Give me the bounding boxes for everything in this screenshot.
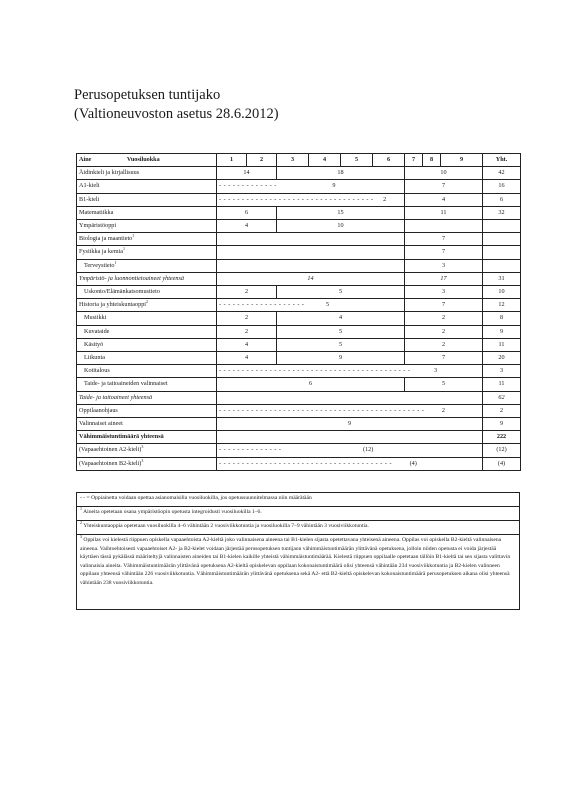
cell-yht: (4) <box>483 457 521 470</box>
cell-grades-3-6: 15 <box>277 206 405 219</box>
cell-grades-7-9: 3 <box>405 259 483 272</box>
cell-grades-1-6 <box>217 259 405 272</box>
tuntijako-table <box>76 153 521 471</box>
row-label: Oppilaanohjaus <box>77 404 217 417</box>
row-label: Valinnaiset aineet <box>77 418 217 431</box>
cell-yht: 8 <box>483 312 521 325</box>
row-label: Matematiikka <box>77 206 217 219</box>
footnote-2: $^2$ Yhteiskuntaoppia opetetaan vuosiluokilla 4–6 vähintään 2 vuosiviikkotuntia ja vuosiluokilla 7–9 vähintään 3 vuosiviikkotuntia. <box>77 521 520 535</box>
title-line-2: (Valtioneuvoston asetus 28.6.2012) <box>74 106 279 122</box>
cell-grades-1-9: - - - - - - - - - - - - - - - - - - - - - - - - - - - - - - - - - - - - - - - - - - 3 <box>217 365 483 378</box>
cell-grades-1-2: 4 <box>217 338 277 351</box>
header-grade-9: 9 <box>441 154 483 167</box>
document-title <box>74 86 279 124</box>
cell-grades-7-9: 2 <box>405 325 483 338</box>
row-label: Vähimmäistuntimäärä yhteensä <box>77 431 217 444</box>
table-row <box>77 220 521 233</box>
cell-grades-7-9: 2 <box>405 312 483 325</box>
table-row <box>77 404 521 417</box>
cell-grades-1-9: - - - - - - - - - - - - - - - - - - - - - - - - - - - - - - - - - - - - - - (4) <box>217 457 483 470</box>
cell-grades-1-6: 14 <box>217 272 405 285</box>
table-row <box>77 286 521 299</box>
cell-yht: 9 <box>483 418 521 431</box>
cell-grades-3-6: 4 <box>277 312 405 325</box>
cell-yht: 31 <box>483 272 521 285</box>
header-grade-8: 8 <box>423 154 441 167</box>
cell-grades-7-9: 17 <box>405 272 483 285</box>
row-label: Historia ja yhteiskuntaoppi$^2$ <box>77 299 217 312</box>
row-label: Liikunta <box>77 352 217 365</box>
cell-grades-7-9: 7 <box>405 233 483 246</box>
footnote-1: $^1$ Aineita opetetaan osana ympäristöopin opetusta integroidusti vuosiluokilla 1–6. <box>77 507 520 521</box>
table-row <box>77 338 521 351</box>
row-label: Taide- ja taitoaineet yhteensä <box>77 391 217 404</box>
row-label: Kuvataide <box>77 325 217 338</box>
cell-grades-1-6 <box>217 233 405 246</box>
cell-grades-7-9: 11 <box>405 206 483 219</box>
table-row <box>77 180 521 193</box>
cell-grades-1-9 <box>217 391 483 404</box>
footnote-row <box>77 521 520 535</box>
cell-yht: 222 <box>483 431 521 444</box>
row-label: Taide- ja taitoaineiden valinnaiset <box>77 378 217 391</box>
cell-grades-3-6: 5 <box>277 286 405 299</box>
header-aine: Aine Vuosiluokka <box>77 154 217 167</box>
row-label: A1-kieli <box>77 180 217 193</box>
table-row <box>77 378 521 391</box>
table-row <box>77 418 521 431</box>
cell-yht: 3 <box>483 365 521 378</box>
table-row <box>77 299 521 312</box>
table-row <box>77 391 521 404</box>
header-yht: Yht. <box>483 154 521 167</box>
cell-grades-7-9: 7 <box>405 180 483 193</box>
row-label: Biologia ja maantieto$^1$ <box>77 233 217 246</box>
table-row <box>77 325 521 338</box>
row-label: Ympäristöoppi <box>77 220 217 233</box>
table-row <box>77 365 521 378</box>
cell-yht: 20 <box>483 352 521 365</box>
cell-grades-7-9: 3 <box>405 286 483 299</box>
table-row <box>77 246 521 259</box>
header-grade-4: 4 <box>309 154 341 167</box>
cell-grades-1-2: 2 <box>217 312 277 325</box>
table-row <box>77 193 521 206</box>
cell-grades-1-2: 2 <box>217 286 277 299</box>
row-label: B1-kieli <box>77 193 217 206</box>
cell-yht: 32 <box>483 206 521 219</box>
cell-yht: 2 <box>483 404 521 417</box>
footnote-3: $^3$ Oppilas voi kielestä riippuen opiskella vapaaehtoista A2-kieltä joko valinnaisena aineena tai B1-kielen sijasta opetettavana yhteisenä aineena. Oppilas voi opiskella B2-kieltä valinnaisena aineena. Vaihtoehtoisesti vapaaehtoiset A2- ja B2-kielet voidaan järjestää perusopetuksen tuntijaon vähimmäistuntimäärän ylittävänä opetuksena, jolloin niiden opetusta ei voida järjestää käyttäen tässä pykälässä määriteltyjä valinnaisten aineiden tai B1-kielen kaikille yhteistä vähimmäistuntimäärää. Kielestä riippuen oppilaalle opetetaan tällöin B1-kieltä tai sen sijasta valittavin valinnaisia aineita. Vähimmäistuntimäärän ylittävänä opetuksena A2-kieltä opiskelevan oppilaan kokonaistuntimäärä olisi yhteensä vähintään 234 vuosiviikkotuntia ja B2-kielen valinneen oppilaan yhteensä vähintään 226 vuosiviikkotuntia. Vähimmäistuntimäärän ylittävänä opetuksena sekä A2- että B2-kieltä opiskelevan kokonaistuntimäärä perusopetuksen aikana olisi yhteensä vähintään 238 vuosiviikkotuntia. <box>77 535 520 610</box>
table-row <box>77 167 521 180</box>
cell-yht: (12) <box>483 444 521 457</box>
header-grade-2: 2 <box>247 154 277 167</box>
cell-grades-7-9 <box>405 220 483 233</box>
cell-grades-3-6: 10 <box>277 220 405 233</box>
table-row <box>77 431 521 444</box>
cell-grades-1-2: 6 <box>217 206 277 219</box>
cell-yht: 10 <box>483 286 521 299</box>
table-row <box>77 259 521 272</box>
cell-grades-3-6: 5 <box>277 338 405 351</box>
table-row <box>77 272 521 285</box>
cell-yht: 12 <box>483 299 521 312</box>
cell-grades-1-6: 6 <box>217 378 405 391</box>
row-label: Kotitalous <box>77 365 217 378</box>
cell-grades-1-2: 4 <box>217 220 277 233</box>
row-label: Ympäristö- ja luonnontietoaineet yhteensä <box>77 272 217 285</box>
table-row <box>77 444 521 457</box>
cell-grades-1-2: 2 <box>217 325 277 338</box>
row-label: Fysiikka ja kemia$^1$ <box>77 246 217 259</box>
cell-yht: 62 <box>483 391 521 404</box>
cell-yht <box>483 259 521 272</box>
header-grade-7: 7 <box>405 154 423 167</box>
cell-grades-1-6: - - - - - - - - - - - - - 9 <box>217 180 405 193</box>
footnote-dash-legend: - - = Oppiainetta voidaan opettaa asianomaisilla vuosiluokilla, jos opetussuunnitelmassa niin määrätään <box>77 493 520 507</box>
table-row <box>77 233 521 246</box>
header-row <box>77 154 521 167</box>
table-row <box>77 457 521 470</box>
cell-grades-7-9: 5 <box>405 378 483 391</box>
cell-yht: 11 <box>483 378 521 391</box>
cell-grades-1-6: - - - - - - - - - - - - - - - - - - - 5 <box>217 299 405 312</box>
row-label: Käsityö <box>77 338 217 351</box>
cell-yht: 9 <box>483 325 521 338</box>
header-grade-5: 5 <box>341 154 373 167</box>
row-label: (Vapaaehtoinen A2-kieli)$^3$ <box>77 444 217 457</box>
cell-grades-7-9: 10 <box>405 167 483 180</box>
header-grade-3: 3 <box>277 154 309 167</box>
cell-grades-1-9: - - - - - - - - - - - - - - (12) <box>217 444 483 457</box>
cell-grades-7-9: 7 <box>405 299 483 312</box>
footnote-row <box>77 493 520 507</box>
header-grade-6: 6 <box>373 154 405 167</box>
cell-grades-1-9: 9 <box>217 418 483 431</box>
row-label: Terveystieto$^1$ <box>77 259 217 272</box>
cell-grades-3-6: 9 <box>277 352 405 365</box>
table-row <box>77 352 521 365</box>
cell-grades-1-6: - - - - - - - - - - - - - - - - - - - - - - - - - - - - - - - - - - 2 <box>217 193 405 206</box>
cell-grades-7-9: 7 <box>405 352 483 365</box>
cell-yht: 42 <box>483 167 521 180</box>
cell-yht <box>483 246 521 259</box>
cell-yht: 6 <box>483 193 521 206</box>
row-label: (Vapaaehtoinen B2-kieli)$^3$ <box>77 457 217 470</box>
table-row <box>77 206 521 219</box>
footnote-row <box>77 535 520 610</box>
title-line-1: Perusopetuksen tuntijako <box>74 87 221 103</box>
table-row <box>77 312 521 325</box>
cell-yht <box>483 233 521 246</box>
row-label: Uskonto/Elämänkatsomustieto <box>77 286 217 299</box>
cell-grades-7-9: 2 <box>405 338 483 351</box>
cell-grades-1-2: 4 <box>217 352 277 365</box>
cell-grades-1-9: - - - - - - - - - - - - - - - - - - - - - - - - - - - - - - - - - - - - - - - - - - - - - 2 <box>217 404 483 417</box>
cell-grades-1-9 <box>217 431 483 444</box>
cell-grades-1-2: 14 <box>217 167 277 180</box>
footnote-row <box>77 507 520 521</box>
cell-grades-7-9: 7 <box>405 246 483 259</box>
cell-yht: 11 <box>483 338 521 351</box>
row-label: Musiikki <box>77 312 217 325</box>
cell-grades-3-6: 5 <box>277 325 405 338</box>
row-label: Äidinkieli ja kirjallisuus <box>77 167 217 180</box>
header-grade-1: 1 <box>217 154 247 167</box>
footnotes-table <box>76 492 520 610</box>
cell-grades-7-9: 4 <box>405 193 483 206</box>
cell-grades-1-6 <box>217 246 405 259</box>
cell-yht <box>483 220 521 233</box>
cell-grades-3-6: 18 <box>277 167 405 180</box>
cell-yht: 16 <box>483 180 521 193</box>
